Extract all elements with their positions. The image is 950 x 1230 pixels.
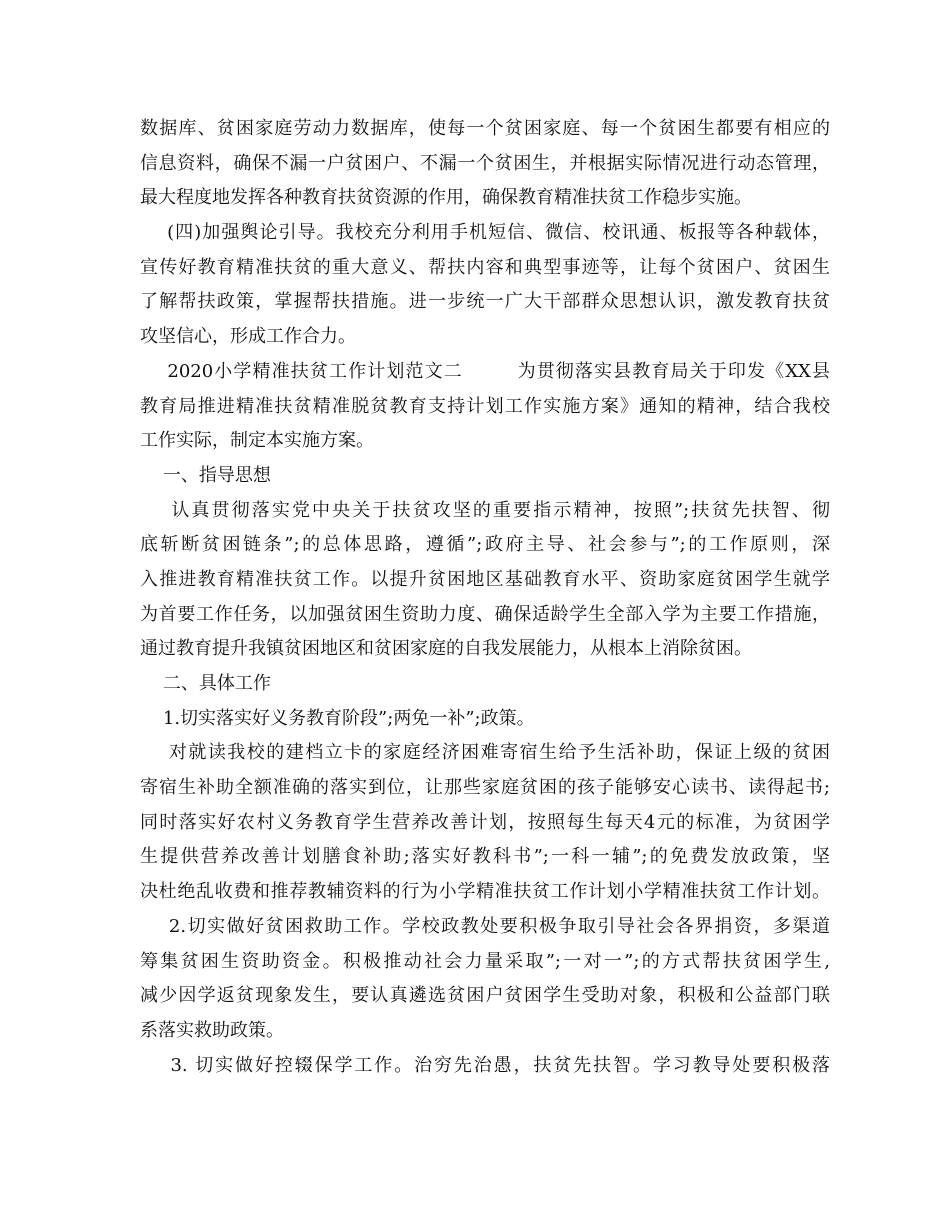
text-line: 底斩断贫困链条”;的总体思路，遵循”;政府主导、社会参与”;的工作原则，深 [140,534,830,556]
document-body [140,112,830,1083]
text-line: 入推进教育精准扶贫工作。以提升贫困地区基础教育水平、资助家庭贫困学生就学 [140,568,830,590]
text-line: 攻坚信心，形成工作合力。 [140,326,356,348]
text-line: 信息资料，确保不漏一户贫困户、不漏一个贫困生，并根据实际情况进行动态管理， [140,152,830,174]
text-line: 2020小学精准扶贫工作计划范文二 为贯彻落实县教育局关于印发《XX县 [140,360,830,382]
text-line: 教育局推进精准扶贫精准脱贫教育支持计划工作实施方案》通知的精神，结合我校 [140,395,830,417]
text-line: 认真贯彻落实党中央关于扶贫攻坚的重要指示精神，按照”;扶贫先扶智、彻 [140,499,830,521]
text-line: 决杜绝乱收费和推荐教辅资料的行为小学精准扶贫工作计划小学精准扶贫工作计划。 [140,881,830,903]
text-line: 筹集贫困生资助资金。积极推动社会力量采取”;一对一”;的方式帮扶贫困学生, [140,950,830,972]
text-line: 了解帮扶政策，掌握帮扶措施。进一步统一广大干部群众思想认识，激发教育扶贫 [140,291,830,313]
text-line: 生提供营养改善计划膳食补助;落实好教科书”;一科一辅”;的免费发放政策，坚 [140,846,830,868]
text-line: 二、具体工作 [140,673,271,694]
text-line: 工作实际，制定本实施方案。 [140,430,374,452]
text-line: 系落实救助政策。 [140,1019,284,1041]
text-line: 宣传好教育精准扶贫的重大意义、帮扶内容和典型事迹等，让每个贫困户、贫困生 [140,256,830,278]
text-line: 对就读我校的建档立卡的家庭经济困难寄宿生给予生活补助，保证上级的贫困 [140,742,830,764]
text-line: (四)加强舆论引导。我校充分利用手机短信、微信、校讯通、板报等各种载体， [140,222,830,244]
text-line: 通过教育提升我镇贫困地区和贫困家庭的自我发展能力，从根本上消除贫困。 [140,638,752,660]
text-line: 1.切实落实好义务教育阶段”;两免一补”;政策。 [140,707,535,729]
text-line: 寄宿生补助全额准确的落实到位，让那些家庭贫困的孩子能够安心读书、读得起书; [140,777,830,799]
text-line: 减少因学返贫现象发生，要认真遴选贫困户贫困学生受助对象，积极和公益部门联 [140,985,830,1007]
text-line: 最大程度地发挥各种教育扶贫资源的作用，确保教育精准扶贫工作稳步实施。 [140,187,752,209]
text-line: 为首要工作任务，以加强贫困生资助力度、确保适龄学生全部入学为主要工作措施， [140,603,830,625]
text-line: 3. 切实做好控辍保学工作。治穷先治愚，扶贫先扶智。学习教导处要积极落 [140,1054,830,1076]
text-line: 一、指导思想 [140,464,271,486]
text-line: 2.切实做好贫困救助工作。学校政教处要积极争取引导社会各界捐资，多渠道 [140,915,830,937]
text-line: 同时落实好农村义务教育学生营养改善计划，按照每生每天4元的标准，为贫困学 [140,811,830,833]
text-line: 数据库、贫困家庭劳动力数据库，使每一个贫困家庭、每一个贫困生都要有相应的 [140,118,830,139]
